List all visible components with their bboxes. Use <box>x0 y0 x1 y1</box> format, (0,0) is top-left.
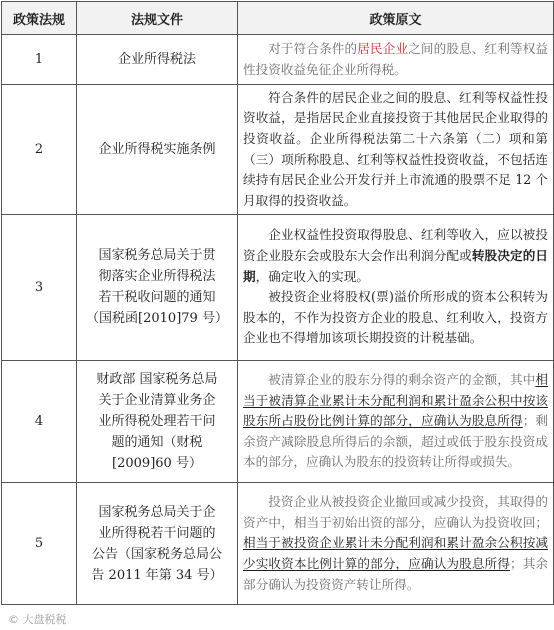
law-file: 企业所得税法 <box>77 35 238 85</box>
policy-table <box>1 1 554 605</box>
law-file: 国家税务总局关于贯 彻落实企业所得税法 若干税收问题的通知 （国税函[2010]79 号） <box>77 214 238 360</box>
law-file: 企业所得税实施条例 <box>77 85 238 214</box>
row-number: 4 <box>2 360 77 483</box>
row-number: 5 <box>2 483 77 605</box>
row-number: 2 <box>2 85 77 214</box>
law-file: 财政部 国家税务总局 关于企业清算业务企 业所得税处理若干问 题的通知（财税 [2009]60 号） <box>77 360 238 483</box>
row-number: 3 <box>2 214 77 360</box>
header-policy-text: 政策原文 <box>238 2 554 35</box>
policy-text: 符合条件的居民企业之间的股息、红利等权益性投资收益，是指居民企业直接投资于其他居民企业取得的投资收益。企业所得税法第二十六条第（二）项和第（三）项所称股息、红利等权益性投资收益，不包括连续持有居民企业公开发行并上市流通的股票不足 12 个月取得的投资收益。 <box>238 85 554 214</box>
policy-text: 企业权益性投资取得股息、红利等收入，应以被投资企业股东会或股东大会作出利润分配或转股决定的日期，确定收入的实现。 被投资企业将股权(票)溢价所形成的资本公积转为股本的，不作为投资方企业的股息、红利收入，投资方企业也不得增加该项长期投资的计税基础。 <box>238 214 554 360</box>
row-number: 1 <box>2 35 77 85</box>
policy-text: 对于符合条件的居民企业之间的股息、红利等权益性投资收益免征企业所得税。 <box>238 35 554 85</box>
law-file: 国家税务总局关于企 业所得税若干问题的 公告（国家税务总局公 告 2011 年第 34 号） <box>77 483 238 605</box>
table-header-row <box>2 2 554 35</box>
header-policy: 政策法规 <box>2 2 77 35</box>
policy-text: 投资企业从被投资企业撤回或减少投资，其取得的资产中，相当于初始出资的部分，应确认为投资收回；相当于被投资企业累计未分配利润和累计盈余公积按减少实收资本比例计算的部分，应确认为股息所得；其余部分确认为投资资产转让所得。 <box>238 483 554 605</box>
table-row <box>2 360 554 483</box>
header-law-file: 法规文件 <box>77 2 238 35</box>
policy-text: 被清算企业的股东分得的剩余资产的金额，其中相当于被清算企业累计未分配利润和累计盈余公积中按该股东所占股份比例计算的部分，应确认为股息所得；剩余资产减除股息所得后的余额，超过或低于股东投资成本的部分，应确认为股东的投资转让所得或损失。 <box>238 360 554 483</box>
table-row <box>2 35 554 85</box>
table-row <box>2 483 554 605</box>
table-row <box>2 214 554 360</box>
table-row <box>2 85 554 214</box>
watermark: © 大盘税税 <box>8 613 67 626</box>
